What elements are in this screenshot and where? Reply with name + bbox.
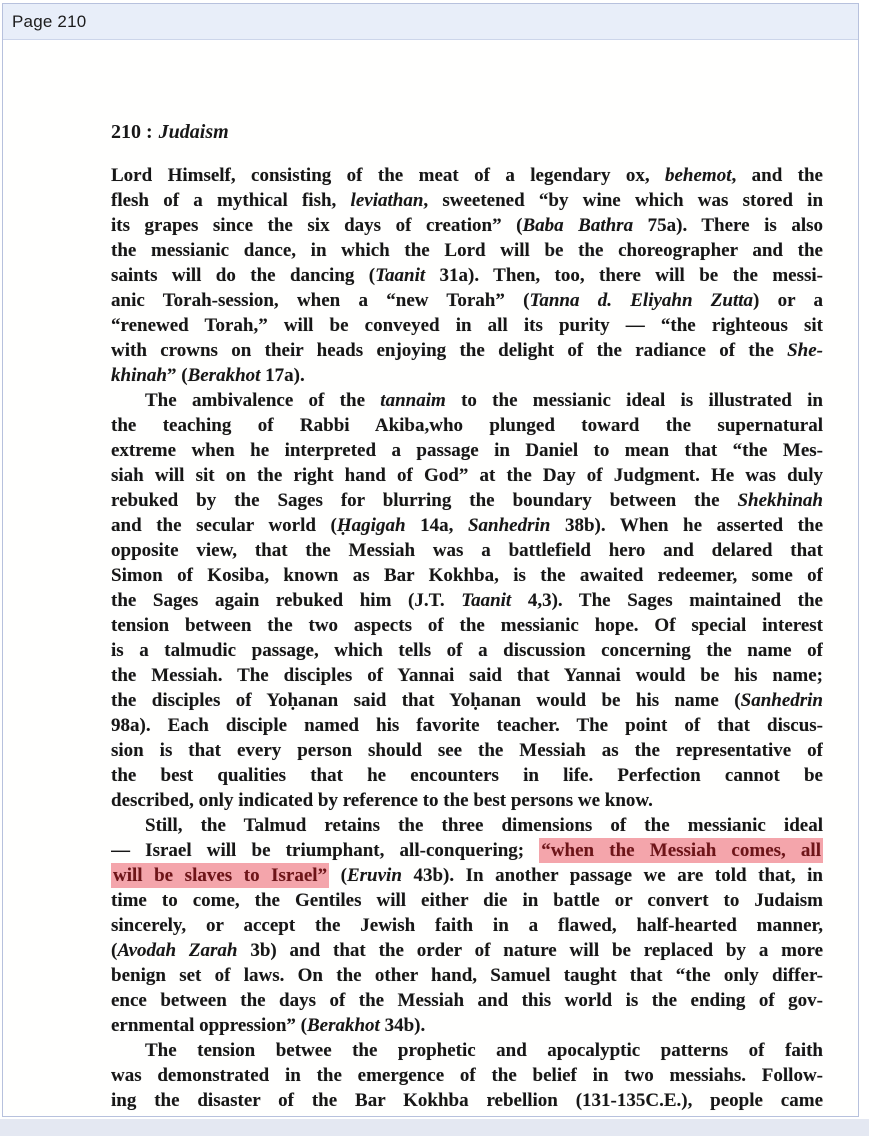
body-text: 38b). When he asserted the — [550, 515, 823, 536]
body-text: — Israel will be triumphant, all-conquering; — [111, 840, 540, 861]
body-text: ( — [111, 940, 118, 961]
body-text: 43b). In another passage we are told that, in — [401, 865, 823, 886]
text-line — [111, 988, 823, 1013]
body-text: the best qualities that he encounters in life. Perfection cannot be — [111, 765, 823, 786]
page-viewer-panel — [2, 3, 859, 1117]
text-line — [111, 238, 823, 263]
highlighted-text: will be slaves to Israel” — [111, 863, 329, 888]
body-text: Simon of Kosiba, known as Bar Kokhba, is the awaited redeemer, some of — [111, 565, 823, 586]
body-text: flesh of a mythical fish, — [111, 190, 351, 211]
body-text: was demonstrated in the emergence of the belief in two messiahs. Follow- — [111, 1065, 823, 1086]
body-text: , and the — [731, 165, 823, 186]
body-text: Lord Himself, consisting of the meat of a legendary ox, — [111, 165, 665, 186]
body-text: the teaching of Rabbi Akiba,who plunged toward the supernatural — [111, 415, 823, 436]
text-line — [111, 313, 823, 338]
body-text: ence between the days of the Messiah and this world is the ending of gov- — [111, 990, 823, 1011]
text-line — [111, 838, 823, 863]
paragraph — [111, 813, 823, 1038]
body-text: 98a). Each disciple named his favorite teacher. The point of that discus- — [111, 715, 823, 736]
body-text: extreme when he interpreted a passage in Daniel to mean that “the Mes- — [111, 440, 823, 461]
body-text: Still, the Talmud retains the three dimensions of the messianic ideal — [145, 815, 823, 836]
text-line — [111, 438, 823, 463]
text-line — [111, 188, 823, 213]
scanned-page — [3, 41, 858, 1116]
italic-text: Tanna d. Eliyahn Zutta — [529, 290, 754, 311]
body-text: is a talmudic passage, which tells of a discussion concerning the name of — [111, 640, 823, 661]
body-text: the disciples of Yoḥanan said that Yoḥanan would be his name ( — [111, 690, 741, 711]
body-text: the messianic dance, in which the Lord will be the choreographer and the — [111, 240, 823, 261]
body-text: opposite view, that the Messiah was a battlefield hero and delared that — [111, 540, 823, 561]
italic-text: Berakhot — [187, 365, 261, 386]
body-text: ( — [329, 865, 347, 886]
page-text — [111, 163, 823, 1113]
body-text: 14a, — [405, 515, 468, 536]
text-line — [111, 488, 823, 513]
italic-text: Avodah Zarah — [117, 940, 238, 961]
body-text: 75a). There is also — [633, 215, 823, 236]
text-line — [111, 638, 823, 663]
body-text: ) or a — [753, 290, 823, 311]
italic-text: Eruvin — [346, 865, 402, 886]
body-text: “renewed Torah,” will be conveyed in all its purity — “the righteous sit — [111, 315, 823, 336]
body-text: the Sages again rebuked him (J.T. — [111, 590, 462, 611]
paragraph — [111, 1038, 823, 1113]
italic-text: She- — [787, 340, 823, 361]
body-text: The tension betwee the prophetic and apocalyptic patterns of faith — [145, 1040, 823, 1061]
text-line — [111, 338, 823, 363]
body-text: 31a). Then, too, there will be the messi- — [425, 265, 823, 286]
text-line — [111, 938, 823, 963]
text-line — [111, 538, 823, 563]
body-text: 4,3). The Sages maintained the — [511, 590, 823, 611]
text-line — [111, 413, 823, 438]
text-line — [111, 1088, 823, 1113]
italic-text: Baba Bathra — [522, 215, 634, 236]
body-text: tension between the two aspects of the messianic hope. Of special interest — [111, 615, 823, 636]
body-text: benign set of laws. On the other hand, Samuel taught that “the only differ- — [111, 965, 823, 986]
body-text: its grapes since the six days of creation” ( — [111, 215, 523, 236]
body-text: and the secular world ( — [111, 515, 337, 536]
italic-text: Ḥagigah — [336, 515, 406, 536]
text-line — [111, 738, 823, 763]
italic-text: behemot — [664, 165, 732, 186]
italic-text: Taanit — [461, 590, 512, 611]
body-text: to the messianic ideal is illustrated in — [445, 390, 823, 411]
text-line — [111, 288, 823, 313]
highlighted-text: “when the Messiah comes, all — [539, 838, 823, 863]
book-title: Judaism — [158, 121, 229, 143]
text-line — [111, 513, 823, 538]
paragraph — [111, 388, 823, 813]
text-line — [111, 713, 823, 738]
body-text: ernmental oppression” ( — [111, 1015, 307, 1036]
text-line — [111, 463, 823, 488]
body-text: ” ( — [166, 365, 188, 386]
body-text: 34b). — [379, 1015, 426, 1036]
body-text: 17a). — [260, 365, 305, 386]
text-line — [111, 363, 823, 388]
text-line — [111, 688, 823, 713]
page-header-title: Page 210 — [12, 11, 87, 31]
italic-text: leviathan — [350, 190, 424, 211]
body-text: rebuked by the Sages for blurring the boundary between the — [111, 490, 738, 511]
italic-text: Sanhedrin — [740, 690, 823, 711]
italic-text: Shekhinah — [737, 490, 823, 511]
body-text: , sweetened “by wine which was stored in — [423, 190, 823, 211]
text-line — [111, 863, 823, 888]
italic-text: Sanhedrin — [467, 515, 551, 536]
body-text: ing the disaster of the Bar Kokhba rebellion (131-135C.E.), people came — [111, 1090, 823, 1111]
text-line — [111, 388, 823, 413]
text-line — [111, 763, 823, 788]
body-text: time to come, the Gentiles will either die in battle or convert to Judaism — [111, 890, 823, 911]
body-text: the Messiah. The disciples of Yannai said that Yannai would be his name; — [111, 665, 823, 686]
text-line — [111, 913, 823, 938]
body-text: siah will sit on the right hand of God” at the Day of Judgment. He was duly — [111, 465, 823, 486]
body-text: saints will do the dancing ( — [111, 265, 376, 286]
text-line — [111, 813, 823, 838]
text-line — [111, 663, 823, 688]
text-line — [111, 588, 823, 613]
text-line — [111, 163, 823, 188]
text-line — [111, 1013, 823, 1038]
body-text: anic Torah-session, when a “new Torah” ( — [111, 290, 530, 311]
text-line — [111, 563, 823, 588]
italic-text: tannaim — [380, 390, 446, 411]
body-text: 3b) and that the order of nature will be replaced by a more — [237, 940, 823, 961]
book-page-number: 210 : — [111, 121, 153, 143]
body-text: with crowns on their heads enjoying the delight of the radiance of the — [111, 340, 788, 361]
body-text: sincerely, or accept the Jewish faith in a flawed, half-hearted manner, — [111, 915, 823, 936]
text-line — [111, 613, 823, 638]
text-line — [111, 213, 823, 238]
book-page-header — [111, 121, 229, 144]
text-line — [111, 1038, 823, 1063]
text-line — [111, 963, 823, 988]
body-text: sion is that every person should see the Messiah as the representative of — [111, 740, 823, 761]
italic-text: Berakhot — [306, 1015, 380, 1036]
page-header-bar — [3, 4, 858, 40]
text-line — [111, 888, 823, 913]
background-strip — [0, 1119, 869, 1136]
italic-text: Taanit — [375, 265, 426, 286]
text-line — [111, 788, 823, 813]
text-line — [111, 263, 823, 288]
italic-text: khinah — [111, 365, 167, 386]
body-text: The ambivalence of the — [145, 390, 381, 411]
body-text: described, only indicated by reference to the best persons we know. — [111, 790, 653, 811]
text-line — [111, 1063, 823, 1088]
paragraph — [111, 163, 823, 388]
